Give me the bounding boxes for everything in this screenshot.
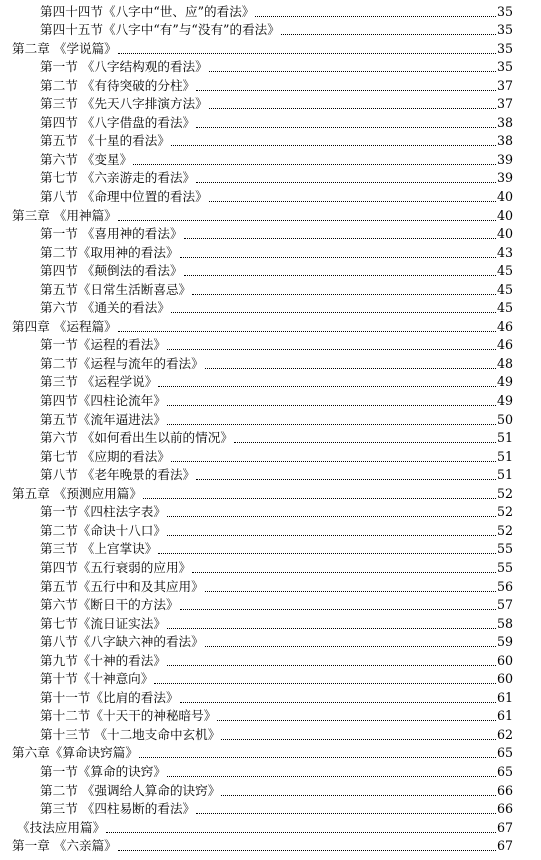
toc-page-number: 57 — [497, 597, 514, 613]
toc-section-entry[interactable] — [0, 687, 541, 706]
dot-leader — [167, 665, 496, 666]
dot-leader — [196, 813, 496, 814]
toc-entry-title: 第三章 《用神篇》 — [12, 207, 117, 223]
toc-page-number: 52 — [497, 504, 514, 520]
toc-entry-title: 第五节 《十星的看法》 — [40, 133, 170, 149]
dot-leader — [221, 739, 496, 740]
toc-section-entry[interactable] — [0, 539, 541, 558]
toc-page-number: 40 — [497, 226, 514, 242]
toc-page-number: 61 — [497, 708, 514, 724]
toc-chapter-entry[interactable] — [0, 483, 541, 502]
dot-leader — [180, 257, 496, 258]
dot-leader — [217, 720, 496, 721]
dot-leader — [192, 572, 496, 573]
toc-page-number: 66 — [497, 782, 514, 798]
toc-entry-title: 第二节《命诀十八口》 — [40, 522, 166, 538]
toc-entry-title: 第一节《四柱法字表》 — [40, 504, 166, 520]
toc-page-number: 55 — [497, 541, 514, 557]
toc-entry-title: 第七节 《六亲游走的看法》 — [40, 170, 196, 186]
toc-entry-title: 第六节 《变星》 — [40, 151, 133, 167]
toc-entry-title: 第十二节《十天干的神秘暗号》 — [40, 708, 217, 724]
toc-page-number: 35 — [497, 3, 514, 19]
toc-page-number: 51 — [497, 448, 514, 464]
toc-section-entry[interactable] — [0, 502, 541, 521]
toc-page-number: 59 — [497, 634, 514, 650]
toc-part-entry[interactable] — [0, 817, 541, 836]
toc-section-entry[interactable] — [0, 428, 541, 447]
dot-leader — [255, 16, 496, 17]
dot-leader — [158, 553, 496, 554]
toc-entry-title: 第一节 《喜用神的看法》 — [40, 226, 183, 242]
toc-page-number: 61 — [497, 689, 514, 705]
toc-page-number: 37 — [497, 96, 514, 112]
toc-page-number: 52 — [497, 485, 514, 501]
dot-leader — [209, 201, 496, 202]
dot-leader — [143, 498, 496, 499]
dot-leader — [167, 628, 496, 629]
toc-page-number: 65 — [497, 745, 514, 761]
toc-entry-title: 第一节 《八字结构观的看法》 — [40, 59, 208, 75]
toc-section-entry[interactable] — [0, 131, 541, 150]
toc-entry-title: 《技法应用篇》 — [17, 819, 106, 835]
toc-section-entry[interactable] — [0, 94, 541, 113]
toc-entry-title: 第八节《八字缺六神的看法》 — [40, 634, 204, 650]
toc-entry-title: 第四十四节《八字中“世、应”的看法》 — [40, 3, 255, 19]
toc-section-entry[interactable] — [0, 761, 541, 780]
toc-section-entry[interactable] — [0, 650, 541, 669]
toc-entry-title: 第九节《十神的看法》 — [40, 652, 166, 668]
toc-section-entry[interactable] — [0, 669, 541, 688]
toc-chapter-entry[interactable] — [0, 743, 541, 762]
dot-leader — [196, 127, 496, 128]
dot-leader — [184, 238, 496, 239]
dot-leader — [106, 832, 496, 833]
toc-section-entry[interactable] — [0, 112, 541, 131]
dot-leader — [133, 164, 496, 165]
toc-entry-title: 第二节《运程与流年的看法》 — [40, 355, 204, 371]
toc-entry-title: 第二节 《有待突破的分柱》 — [40, 77, 196, 93]
toc-section-entry[interactable] — [0, 279, 541, 298]
toc-page-number: 39 — [497, 170, 514, 186]
toc-entry-title: 第一节《算命的诀窍》 — [40, 763, 166, 779]
toc-entry-title: 第六节 《如何看出生以前的情况》 — [40, 430, 233, 446]
dot-leader — [171, 145, 496, 146]
toc-section-entry[interactable] — [0, 595, 541, 614]
toc-chapter-entry[interactable] — [0, 836, 541, 855]
toc-section-entry[interactable] — [0, 261, 541, 280]
dot-leader — [118, 53, 496, 54]
toc-entry-title: 第十三节 《十二地支命中玄机》 — [40, 726, 221, 742]
toc-page-number: 37 — [497, 77, 514, 93]
toc-page-number: 58 — [497, 615, 514, 631]
toc-page-number: 60 — [497, 652, 514, 668]
toc-section-entry[interactable] — [0, 706, 541, 725]
toc-section-entry[interactable] — [0, 75, 541, 94]
toc-chapter-entry[interactable] — [0, 205, 541, 224]
dot-leader — [209, 108, 496, 109]
toc-page-number: 39 — [497, 151, 514, 167]
toc-page-number: 51 — [497, 467, 514, 483]
dot-leader — [221, 795, 496, 796]
toc-section-entry[interactable] — [0, 242, 541, 261]
toc-entry-title: 第一节《运程的看法》 — [40, 337, 166, 353]
toc-page-number: 67 — [497, 819, 514, 835]
toc-section-entry[interactable] — [0, 576, 541, 595]
toc-entry-title: 第五章 《预测应用篇》 — [12, 485, 142, 501]
toc-page-number: 49 — [497, 393, 514, 409]
toc-page-number: 51 — [497, 430, 514, 446]
toc-page-number: 62 — [497, 726, 514, 742]
toc-entry-title: 第四章 《运程篇》 — [12, 318, 117, 334]
toc-section-entry[interactable] — [0, 724, 541, 743]
toc-page-number: 49 — [497, 374, 514, 390]
toc-section-entry[interactable] — [0, 390, 541, 409]
dot-leader — [171, 312, 496, 313]
toc-page-number: 35 — [497, 40, 514, 56]
toc-section-entry[interactable] — [0, 20, 541, 39]
dot-leader — [196, 90, 496, 91]
dot-leader — [196, 182, 496, 183]
dot-leader — [118, 850, 496, 851]
toc-section-entry[interactable] — [0, 353, 541, 372]
toc-entry-title: 第四节 《颠倒法的看法》 — [40, 263, 183, 279]
toc-entry-title: 第三节 《先天八字排演方法》 — [40, 96, 208, 112]
dot-leader — [118, 220, 496, 221]
toc-chapter-entry[interactable] — [0, 316, 541, 335]
toc-entry-title: 第四节《五行衰弱的应用》 — [40, 559, 192, 575]
toc-section-entry[interactable] — [0, 632, 541, 651]
toc-entry-title: 第四节 《八字借盘的看法》 — [40, 114, 196, 130]
toc-section-entry[interactable] — [0, 780, 541, 799]
toc-page-number: 46 — [497, 318, 514, 334]
toc-page-number: 43 — [497, 244, 514, 260]
dot-leader — [205, 591, 496, 592]
dot-leader — [180, 702, 496, 703]
toc-section-entry[interactable] — [0, 465, 541, 484]
dot-leader — [205, 368, 496, 369]
toc-page-number: 40 — [497, 189, 514, 205]
toc-section-entry[interactable] — [0, 57, 541, 76]
dot-leader — [167, 535, 496, 536]
dot-leader — [167, 516, 496, 517]
toc-section-entry[interactable] — [0, 1, 541, 20]
toc-page-number: 45 — [497, 281, 514, 297]
dot-leader — [167, 424, 496, 425]
dot-leader — [209, 71, 496, 72]
toc-page-number: 66 — [497, 801, 514, 817]
toc-entry-title: 第十一节《比肩的看法》 — [40, 689, 179, 705]
toc-page-number: 65 — [497, 763, 514, 779]
toc-entry-title: 第六节 《通关的看法》 — [40, 300, 170, 316]
toc-entry-title: 第五节《日常生活断喜忌》 — [40, 281, 192, 297]
toc-section-entry[interactable] — [0, 372, 541, 391]
toc-section-entry[interactable] — [0, 298, 541, 317]
dot-leader — [281, 34, 496, 35]
toc-section-entry[interactable] — [0, 613, 541, 632]
dot-leader — [167, 776, 496, 777]
toc-entry-title: 第二节《取用神的看法》 — [40, 244, 179, 260]
dot-leader — [196, 479, 496, 480]
toc-page-number: 60 — [497, 671, 514, 687]
toc-page-number: 45 — [497, 300, 514, 316]
dot-leader — [167, 405, 496, 406]
toc-entry-title: 第十节《十神意向》 — [40, 671, 154, 687]
toc-entry-title: 第二节 《强调给人算命的诀窍》 — [40, 782, 221, 798]
toc-page-number: 67 — [497, 838, 514, 854]
dot-leader — [118, 331, 496, 332]
toc-section-entry[interactable] — [0, 409, 541, 428]
toc-entry-title: 第四节《四柱论流年》 — [40, 393, 166, 409]
toc-page-number: 55 — [497, 559, 514, 575]
toc-entry-title: 第七节 《应期的看法》 — [40, 448, 170, 464]
dot-leader — [139, 757, 496, 758]
dot-leader — [167, 349, 496, 350]
toc-entry-title: 第三节 《四柱易断的看法》 — [40, 801, 196, 817]
toc-page-number: 40 — [497, 207, 514, 223]
toc-entry-title: 第三节 《上宫掌诀》 — [40, 541, 158, 557]
toc-page-number: 50 — [497, 411, 514, 427]
toc-entry-title: 第八节 《老年晚景的看法》 — [40, 467, 196, 483]
toc-section-entry[interactable] — [0, 557, 541, 576]
toc-chapter-entry[interactable] — [0, 38, 541, 57]
toc-page-number: 35 — [497, 22, 514, 38]
toc-entry-title: 第五节《流年逼进法》 — [40, 411, 166, 427]
toc-page-number: 38 — [497, 133, 514, 149]
table-of-contents — [0, 1, 541, 854]
dot-leader — [192, 294, 496, 295]
dot-leader — [171, 461, 496, 462]
toc-entry-title: 第七节《流日证实法》 — [40, 615, 166, 631]
toc-page-number: 56 — [497, 578, 514, 594]
dot-leader — [180, 609, 496, 610]
dot-leader — [184, 275, 496, 276]
toc-entry-title: 第六节《断日干的方法》 — [40, 597, 179, 613]
dot-leader — [154, 683, 496, 684]
toc-entry-title: 第八节 《命理中位置的看法》 — [40, 189, 208, 205]
toc-page-number: 48 — [497, 355, 514, 371]
dot-leader — [205, 646, 496, 647]
toc-section-entry[interactable] — [0, 335, 541, 354]
toc-page-number: 45 — [497, 263, 514, 279]
toc-page-number: 52 — [497, 522, 514, 538]
toc-page-number: 35 — [497, 59, 514, 75]
toc-section-entry[interactable] — [0, 186, 541, 205]
toc-page-number: 38 — [497, 114, 514, 130]
toc-section-entry[interactable] — [0, 799, 541, 818]
toc-section-entry[interactable] — [0, 224, 541, 243]
toc-entry-title: 第二章 《学说篇》 — [12, 40, 117, 56]
dot-leader — [158, 386, 496, 387]
dot-leader — [234, 442, 496, 443]
toc-entry-title: 第五节《五行中和及其应用》 — [40, 578, 204, 594]
toc-section-entry[interactable] — [0, 446, 541, 465]
toc-entry-title: 第四十五节《八字中“有”与“没有”的看法》 — [40, 22, 280, 38]
toc-entry-title: 第六章《算命诀窍篇》 — [12, 745, 138, 761]
toc-section-entry[interactable] — [0, 168, 541, 187]
toc-section-entry[interactable] — [0, 149, 541, 168]
toc-page-number: 46 — [497, 337, 514, 353]
toc-entry-title: 第三节 《运程学说》 — [40, 374, 158, 390]
toc-entry-title: 第一章 《六亲篇》 — [12, 838, 117, 854]
toc-section-entry[interactable] — [0, 520, 541, 539]
